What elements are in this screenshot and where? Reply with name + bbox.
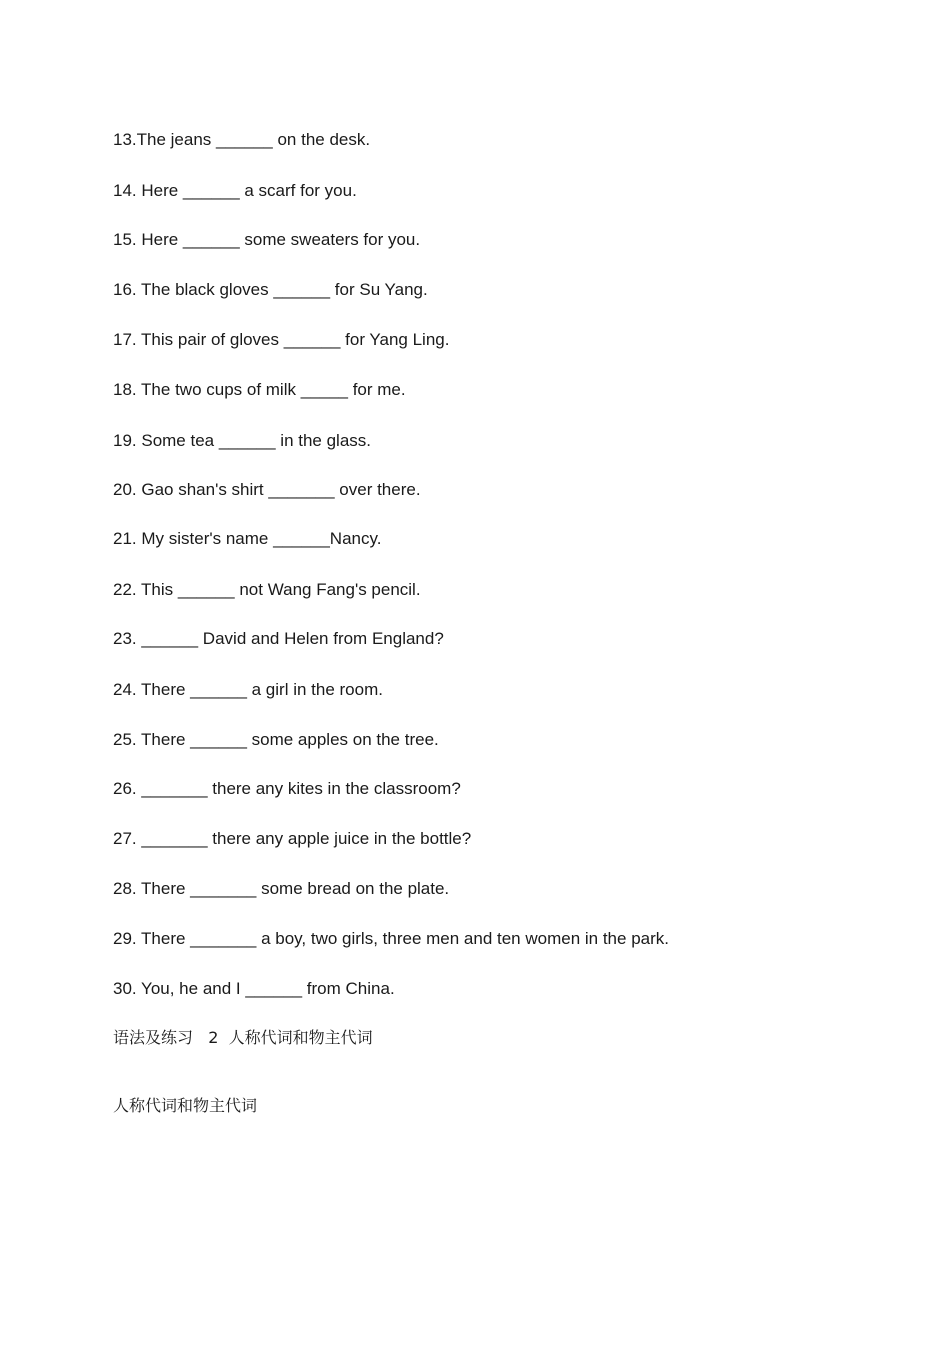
question-18: 18. The two cups of milk _____ for me. — [113, 380, 406, 399]
question-20: 20. Gao shan's shirt _______ over there. — [113, 480, 421, 499]
question-29: 29. There _______ a boy, two girls, three men and ten women in the park. — [113, 929, 669, 948]
question-14: 14. Here ______ a scarf for you. — [113, 181, 357, 200]
question-27: 27. _______ there any apple juice in the bottle? — [113, 829, 472, 848]
question-23: 23. ______ David and Helen from England? — [113, 629, 444, 648]
question-16: 16. The black gloves ______ for Su Yang. — [113, 280, 428, 299]
section-heading: 语法及练习 2 人称代词和物主代词 — [113, 1028, 373, 1047]
question-13: 13.The jeans ______ on the desk. — [113, 130, 371, 149]
question-30: 30. You, he and I ______ from China. — [113, 979, 395, 998]
question-17: 17. This pair of gloves ______ for Yang Ling. — [113, 330, 450, 349]
question-21: 21. My sister's name ______Nancy. — [113, 529, 382, 548]
question-22: 22. This ______ not Wang Fang's pencil. — [113, 580, 421, 599]
question-24: 24. There ______ a girl in the room. — [113, 680, 383, 699]
subheading: 人称代词和物主代词 — [113, 1096, 258, 1115]
question-26: 26. _______ there any kites in the classroom? — [113, 779, 461, 798]
question-15: 15. Here ______ some sweaters for you. — [113, 230, 421, 249]
question-28: 28. There _______ some bread on the plate. — [113, 879, 450, 898]
question-19: 19. Some tea ______ in the glass. — [113, 431, 372, 450]
question-25: 25. There ______ some apples on the tree. — [113, 730, 439, 749]
